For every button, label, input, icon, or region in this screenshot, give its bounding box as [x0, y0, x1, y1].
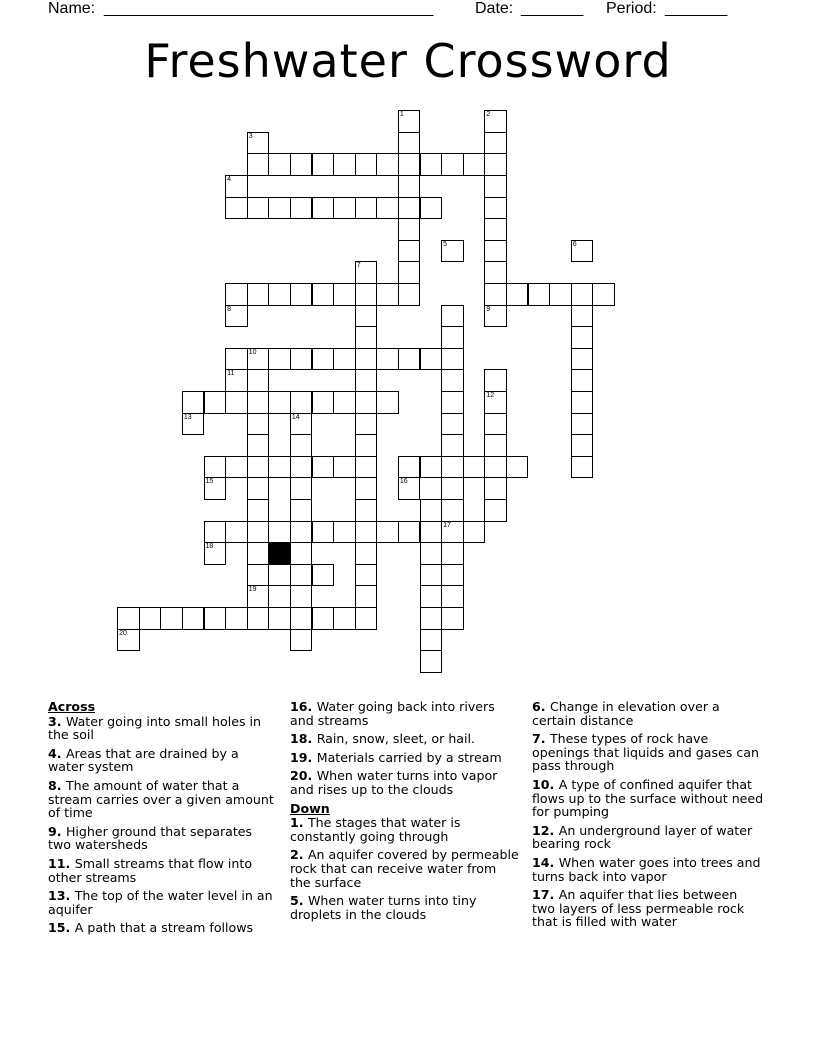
grid-cell[interactable] [420, 521, 443, 544]
period-field[interactable]: _______ [665, 0, 728, 17]
grid-cell[interactable] [333, 456, 356, 479]
grid-cell[interactable] [376, 197, 399, 220]
grid-cell[interactable] [312, 456, 335, 479]
grid-cell[interactable] [441, 305, 464, 328]
date-field[interactable]: _______ [521, 0, 584, 17]
grid-cell[interactable] [376, 153, 399, 176]
grid-cell[interactable] [182, 391, 205, 414]
grid-cell[interactable] [333, 153, 356, 176]
grid-cell[interactable] [441, 240, 464, 263]
grid-cell[interactable] [355, 369, 378, 392]
clue-item-number: 4 [48, 745, 57, 761]
grid-cell[interactable] [463, 456, 486, 479]
grid-cell[interactable] [333, 283, 356, 306]
grid-cell[interactable] [398, 261, 421, 284]
clue-number: 19 [248, 586, 257, 594]
clue-number: 3 [248, 132, 253, 140]
grid-cell[interactable] [463, 153, 486, 176]
grid-cell[interactable] [268, 456, 291, 479]
clue-item: 10. A type of confined aquifer that flows up to the surface without need for pumping [532, 776, 764, 820]
grid-cell[interactable] [290, 348, 313, 371]
clue-item: 8. The amount of water that a stream carries over a given amount of time [48, 777, 274, 821]
clue-section-heading: Across [48, 699, 96, 714]
grid-cell[interactable] [420, 348, 443, 371]
clue-item-number: 15 [48, 920, 66, 936]
grid-cell[interactable] [355, 456, 378, 479]
grid-cell[interactable] [290, 607, 313, 630]
grid-cell[interactable] [160, 607, 183, 630]
grid-cell[interactable] [420, 629, 443, 652]
clue-item: 11. Small streams that flow into other streams [48, 855, 253, 885]
grid-cell[interactable] [398, 218, 421, 241]
grid-cell[interactable] [484, 456, 507, 479]
grid-cell[interactable] [376, 391, 399, 414]
clue-item-text: Rain, snow, sleet, or hail. [316, 731, 476, 747]
grid-cell[interactable] [247, 499, 270, 522]
grid-cell[interactable] [290, 283, 313, 306]
grid-cell[interactable] [355, 434, 378, 457]
grid-cell[interactable] [312, 153, 335, 176]
grid-cell[interactable] [571, 240, 594, 263]
clue-item-number: 5 [290, 893, 299, 909]
clue-item: 20. When water turns into vapor and rises up to the clouds [290, 768, 498, 797]
grid-cell[interactable] [247, 434, 270, 457]
clue-item-text: A path that a stream follows [74, 920, 254, 936]
grid-cell[interactable] [225, 369, 248, 392]
clue-number: 8 [227, 305, 231, 313]
grid-cell[interactable] [247, 585, 270, 608]
grid-cell[interactable] [312, 607, 335, 630]
grid-cell[interactable] [139, 607, 162, 630]
grid-cell[interactable] [312, 521, 335, 544]
clue-item-text: The top of the water level in an aquifer [48, 888, 273, 917]
clue-item-number: 14 [532, 854, 550, 870]
period-label: Period: [606, 0, 657, 17]
grid-cell[interactable] [247, 197, 270, 220]
grid-cell[interactable] [247, 413, 270, 436]
grid-cell[interactable] [268, 607, 291, 630]
clues-column-1 [48, 700, 278, 940]
clue-item-text: Small streams that flow into other streams [48, 855, 253, 885]
grid-cell[interactable] [528, 283, 551, 306]
grid-cell[interactable] [484, 391, 507, 414]
clue-item-number: 19 [290, 749, 308, 765]
page-title: Freshwater Crossword [144, 34, 672, 88]
clue-item: 2. An aquifer covered by permeable rock that can receive water from the surface [290, 847, 519, 890]
grid-cell[interactable] [290, 413, 313, 436]
grid-cell[interactable] [420, 542, 443, 565]
clue-number: 12 [486, 392, 495, 399]
name-field[interactable]: _____________________________________ [104, 0, 434, 17]
grid-cell[interactable] [484, 434, 507, 457]
grid-cell[interactable] [355, 585, 378, 608]
grid-cell[interactable] [420, 153, 443, 176]
clue-number: 11 [227, 370, 235, 378]
clue-item-number: 9 [48, 823, 57, 839]
grid-cell[interactable] [333, 197, 356, 220]
grid-cell[interactable] [247, 542, 270, 565]
grid-cell[interactable] [398, 456, 421, 479]
clue-item: 9. Higher ground that separates two watersheds [48, 823, 253, 853]
grid-cell[interactable] [420, 499, 443, 522]
black-cell [268, 542, 291, 565]
grid-cell[interactable] [441, 542, 464, 565]
clue-number: 1 [399, 111, 404, 119]
grid-cell[interactable] [571, 326, 594, 349]
clue-number: 17 [443, 521, 451, 529]
grid-cell[interactable] [268, 348, 291, 371]
grid-cell[interactable] [204, 477, 227, 500]
grid-cell[interactable] [571, 369, 594, 392]
grid-cell[interactable] [290, 391, 313, 414]
clue-item: 18. Rain, snow, sleet, or hail. [290, 731, 476, 747]
grid-cell[interactable] [182, 607, 205, 630]
clue-number: 2 [486, 111, 491, 119]
grid-cell[interactable] [398, 348, 421, 371]
grid-cell[interactable] [204, 542, 227, 565]
clue-item-number: 12 [532, 822, 550, 838]
grid-cell[interactable] [441, 434, 464, 457]
clue-item: 19. Materials carried by a stream [290, 749, 502, 765]
grid-cell[interactable] [549, 283, 572, 306]
clue-item-text: The stages that water is constantly going through [290, 815, 461, 844]
clue-section-heading: Down [290, 800, 330, 816]
clue-item: 5. When water turns into tiny droplets in the clouds [290, 893, 477, 922]
grid-cell[interactable] [571, 413, 594, 436]
grid-cell[interactable] [225, 607, 248, 630]
grid-cell[interactable] [247, 607, 270, 630]
grid-cell[interactable] [290, 456, 313, 479]
grid-cell[interactable] [484, 305, 507, 328]
clue-item-text: Materials carried by a stream [316, 749, 502, 765]
grid-cell[interactable] [355, 413, 378, 436]
grid-cell[interactable] [441, 348, 464, 371]
grid-cell[interactable] [182, 413, 205, 436]
grid-cell[interactable] [441, 607, 464, 630]
grid-cell[interactable] [355, 521, 378, 544]
clue-item: 7. These types of rock have openings that liquids and gases can pass through [532, 731, 759, 774]
grid-cell[interactable] [204, 521, 227, 544]
grid-cell[interactable] [571, 456, 594, 479]
grid-cell[interactable] [225, 521, 248, 544]
clue-item: 6. Change in elevation over a certain distance [532, 699, 720, 728]
clue-item-text: A type of confined aquifer that flows up to the surface without need for pumping [532, 776, 764, 820]
clue-number: 9 [486, 305, 491, 313]
grid-cell[interactable] [247, 348, 270, 371]
clue-item-number: 11 [48, 855, 66, 871]
grid-cell[interactable] [117, 607, 140, 630]
grid-cell[interactable] [355, 153, 378, 176]
clue-number: 7 [356, 262, 361, 270]
grid-cell[interactable] [484, 218, 507, 241]
grid-cell[interactable] [592, 283, 615, 306]
date-label: Date: [475, 0, 514, 17]
grid-cell[interactable] [484, 413, 507, 436]
clue-item-number: 20 [290, 768, 308, 784]
grid-cell[interactable] [484, 499, 507, 522]
grid-cell[interactable] [355, 391, 378, 414]
grid-cell[interactable] [333, 607, 356, 630]
clue-number: 14 [291, 413, 300, 421]
clue-item-number: 10 [532, 776, 550, 792]
grid-cell[interactable] [355, 564, 378, 587]
grid-cell[interactable] [571, 434, 594, 457]
grid-cell[interactable] [398, 153, 421, 176]
grid-cell[interactable] [441, 326, 464, 349]
grid-cell[interactable] [420, 564, 443, 587]
clue-number: 18 [205, 543, 214, 551]
clue-item: 14. When water goes into trees and turns back into vapor [532, 854, 761, 884]
grid-cell[interactable] [225, 197, 248, 220]
grid-cell[interactable] [247, 456, 270, 479]
grid-cell[interactable] [312, 348, 335, 371]
grid-cell[interactable] [290, 542, 313, 565]
grid-cell[interactable] [398, 175, 421, 198]
clue-item-number: 6 [532, 699, 541, 714]
grid-cell[interactable] [571, 305, 594, 328]
clue-item-number: 3 [48, 713, 57, 729]
grid-cell[interactable] [290, 477, 313, 500]
clue-number: 13 [183, 413, 192, 421]
grid-cell[interactable] [268, 197, 291, 220]
grid-cell[interactable] [247, 564, 270, 587]
grid-cell[interactable] [441, 391, 464, 414]
grid-cell[interactable] [420, 585, 443, 608]
grid-cell[interactable] [268, 283, 291, 306]
clue-item: 3. Water going into small holes in the soil [48, 713, 261, 743]
grid-cell[interactable] [441, 499, 464, 522]
clue-item-number: 8 [48, 777, 57, 793]
grid-cell[interactable] [355, 326, 378, 349]
grid-cell[interactable] [571, 391, 594, 414]
grid-cell[interactable] [484, 477, 507, 500]
grid-cell[interactable] [247, 391, 270, 414]
grid-cell[interactable] [290, 153, 313, 176]
clue-item-text: An aquifer covered by permeable rock that can receive water from the surface [290, 847, 519, 890]
grid-cell[interactable] [484, 153, 507, 176]
grid-cell[interactable] [398, 477, 421, 500]
grid-cell[interactable] [506, 283, 529, 306]
clue-number: 6 [572, 240, 577, 248]
clue-number: 16 [399, 478, 408, 486]
grid-cell[interactable] [355, 499, 378, 522]
clue-item-text: The amount of water that a stream carries over a given amount of time [48, 777, 274, 821]
clue-item-text: An underground layer of water bearing rock [532, 822, 753, 852]
grid-cell[interactable] [225, 305, 248, 328]
grid-cell[interactable] [225, 456, 248, 479]
grid-cell[interactable] [117, 629, 140, 652]
grid-cell[interactable] [247, 153, 270, 176]
clue-item: 12. An underground layer of water bearing rock [532, 822, 753, 852]
grid-cell[interactable] [398, 132, 421, 155]
grid-cell[interactable] [420, 456, 443, 479]
clue-item-text: Change in elevation over a certain distance [532, 699, 720, 728]
grid-cell[interactable] [225, 391, 248, 414]
clues-column-3 [532, 700, 764, 934]
grid-cell[interactable] [225, 283, 248, 306]
grid-cell[interactable] [484, 369, 507, 392]
clue-item-text: Water going into small holes in the soil [48, 713, 261, 743]
clue-item: 4. Areas that are drained by a water system [48, 745, 239, 775]
clue-item-text: These types of rock have openings that liquids and gases can pass through [532, 731, 759, 774]
clues-column-2 [290, 700, 520, 926]
grid-cell[interactable] [376, 348, 399, 371]
grid-cell[interactable] [376, 283, 399, 306]
grid-cell[interactable] [247, 477, 270, 500]
clue-number: 10 [248, 348, 257, 356]
grid-cell[interactable] [333, 391, 356, 414]
clue-item: 15. A path that a stream follows [48, 920, 254, 936]
clue-item-text: When water goes into trees and turns back into vapor [532, 854, 761, 884]
grid-cell[interactable] [398, 110, 421, 133]
grid-cell[interactable] [355, 197, 378, 220]
grid-cell[interactable] [312, 391, 335, 414]
clue-item-text: When water turns into tiny droplets in the clouds [290, 893, 477, 922]
grid-cell[interactable] [312, 564, 335, 587]
grid-cell[interactable] [441, 153, 464, 176]
clue-item-number: 17 [532, 887, 550, 903]
grid-cell[interactable] [376, 521, 399, 544]
grid-cell[interactable] [355, 607, 378, 630]
grid-cell[interactable] [441, 413, 464, 436]
grid-cell[interactable] [268, 153, 291, 176]
grid-cell[interactable] [420, 197, 443, 220]
grid-cell[interactable] [506, 456, 529, 479]
clue-item-number: 18 [290, 731, 308, 747]
grid-cell[interactable] [312, 283, 335, 306]
clue-item-number: 16 [290, 699, 308, 714]
grid-cell[interactable] [290, 499, 313, 522]
grid-cell[interactable] [420, 650, 443, 673]
clue-number: 4 [227, 176, 231, 183]
grid-cell[interactable] [355, 348, 378, 371]
clue-item-text: An aquifer that lies between two layers of less permeable rock that is filled with water [532, 887, 745, 930]
grid-cell[interactable] [355, 477, 378, 500]
grid-cell[interactable] [420, 607, 443, 630]
name-label: Name: [48, 0, 96, 17]
grid-cell[interactable] [355, 542, 378, 565]
grid-cell[interactable] [247, 369, 270, 392]
grid-cell[interactable] [463, 521, 486, 544]
grid-cell[interactable] [204, 607, 227, 630]
grid-cell[interactable] [290, 629, 313, 652]
grid-cell[interactable] [398, 197, 421, 220]
clue-item-text: When water turns into vapor and rises up to the clouds [290, 768, 498, 797]
grid-cell[interactable] [484, 110, 507, 133]
clue-item: 13. The top of the water level in an aquifer [48, 888, 273, 917]
clue-number: 15 [205, 478, 214, 486]
grid-cell[interactable] [398, 240, 421, 263]
grid-cell[interactable] [268, 521, 291, 544]
grid-cell[interactable] [247, 521, 270, 544]
grid-cell[interactable] [290, 197, 313, 220]
grid-cell[interactable] [290, 585, 313, 608]
grid-cell[interactable] [355, 305, 378, 328]
grid-cell[interactable] [441, 456, 464, 479]
grid-cell[interactable] [355, 261, 378, 284]
grid-cell[interactable] [441, 585, 464, 608]
clue-item-number: 7 [532, 731, 541, 747]
grid-cell[interactable] [484, 261, 507, 284]
grid-cell[interactable] [398, 283, 421, 306]
grid-cell[interactable] [290, 521, 313, 544]
grid-cell[interactable] [441, 521, 464, 544]
clue-item-number: 13 [48, 888, 66, 904]
grid-cell[interactable] [484, 132, 507, 155]
grid-cell[interactable] [571, 283, 594, 306]
clue-number: 20 [119, 629, 127, 637]
grid-cell[interactable] [247, 132, 270, 155]
grid-cell[interactable] [398, 521, 421, 544]
clue-item-number: 2 [290, 847, 299, 863]
clue-item-number: 1 [290, 815, 299, 831]
clue-number: 5 [443, 240, 447, 248]
grid-cell[interactable] [268, 391, 291, 414]
grid-cell[interactable] [225, 348, 248, 371]
grid-cell[interactable] [290, 564, 313, 587]
clue-item-text: Areas that are drained by a water system [48, 745, 239, 775]
grid-cell[interactable] [247, 283, 270, 306]
grid-cell[interactable] [204, 456, 227, 479]
clue-item: 16. Water going back into rivers and streams [290, 699, 495, 728]
grid-cell[interactable] [333, 348, 356, 371]
grid-cell[interactable] [290, 434, 313, 457]
grid-cell[interactable] [441, 477, 464, 500]
clue-item-text: Water going back into rivers and streams [290, 699, 495, 728]
clue-item: 17. An aquifer that lies between two layers of less permeable rock that is filled with water [532, 887, 745, 930]
grid-cell[interactable] [441, 369, 464, 392]
clue-item-text: Higher ground that separates two watersheds [48, 823, 253, 853]
clue-item: 1. The stages that water is constantly going through [290, 815, 461, 844]
grid-cell[interactable] [484, 283, 507, 306]
grid-cell[interactable] [333, 521, 356, 544]
grid-cell[interactable] [571, 348, 594, 371]
grid-cell[interactable] [204, 391, 227, 414]
grid-cell[interactable] [441, 564, 464, 587]
grid-cell[interactable] [312, 197, 335, 220]
grid-cell[interactable] [484, 175, 507, 198]
grid-cell[interactable] [484, 240, 507, 263]
grid-cell[interactable] [225, 175, 248, 198]
grid-cell[interactable] [484, 197, 507, 220]
grid-cell[interactable] [268, 564, 291, 587]
